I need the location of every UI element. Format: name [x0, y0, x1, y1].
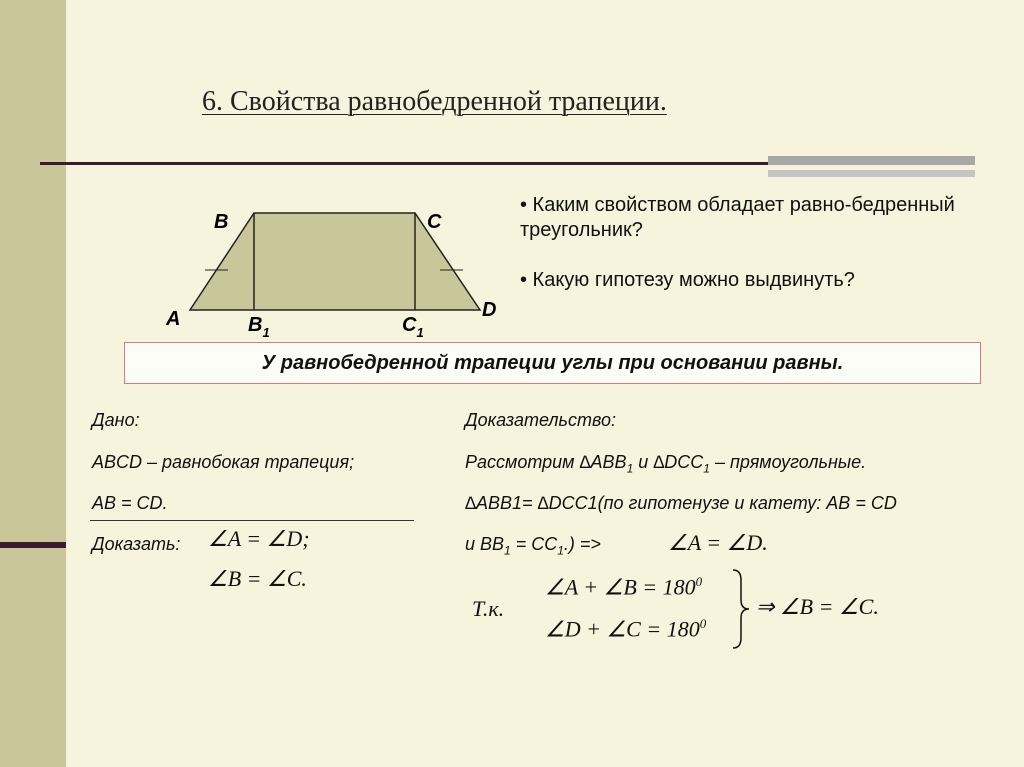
prove-formula-1: ∠A = ∠D;: [208, 526, 310, 551]
label-a: A: [166, 308, 181, 330]
theorem-box: [124, 342, 981, 384]
proof-line-2: ∆ABB1= ∆DCC1(по гипотенузе и катету: AB = CD: [465, 493, 897, 513]
proof-tk: Т.к.: [472, 596, 505, 621]
label-c1: $C_1$: [402, 314, 424, 340]
label-b1: $B_1$: [248, 314, 270, 340]
decor-bar-lower: [768, 170, 975, 177]
given-separator: [90, 520, 414, 521]
decor-bar: [768, 156, 975, 165]
sidebar-band: [0, 0, 66, 767]
proof-formula-a: ∠A = ∠D.: [668, 530, 768, 555]
proof-line-3: и $BB_1 = CC_1$.) =>: [465, 534, 601, 558]
question-2: • Какую гипотезу можно выдвинуть?: [520, 269, 855, 291]
trapezoid-diagram: [150, 195, 510, 345]
given-line-2: AB = CD.: [92, 493, 168, 513]
sidebar-accent-line: [0, 542, 66, 548]
slide-title: 6. Свойства равнобедренной трапеции.: [202, 86, 667, 117]
title-rule: [40, 162, 770, 165]
proof-label: Доказательство:: [465, 410, 617, 430]
proof-eq-1: ∠A + ∠B = $180^0$: [545, 574, 703, 600]
given-label: Дано:: [92, 410, 140, 430]
prove-label: Доказать:: [92, 534, 181, 554]
proof-eq-2: ∠D + ∠C = $180^0$: [545, 616, 707, 642]
question-1: • Каким свойством обладает равно-бедренный треугольник?: [520, 194, 955, 241]
label-b: B: [214, 211, 229, 233]
label-c: C: [427, 211, 442, 233]
theorem-text: У равнобедренной трапеции углы при основании равны.: [261, 351, 844, 374]
proof-result: ⇒ ∠B = ∠C.: [756, 594, 879, 619]
brace-icon: [730, 568, 752, 650]
prove-formula-2: ∠B = ∠C.: [208, 566, 307, 591]
label-d: D: [482, 299, 497, 321]
proof-line-1: Рассмотрим $\Delta ABB_1$ и $\Delta DCC_1$ – прямоугольные.: [465, 452, 867, 476]
given-line-1: ABCD – равнобокая трапеция;: [92, 452, 355, 472]
